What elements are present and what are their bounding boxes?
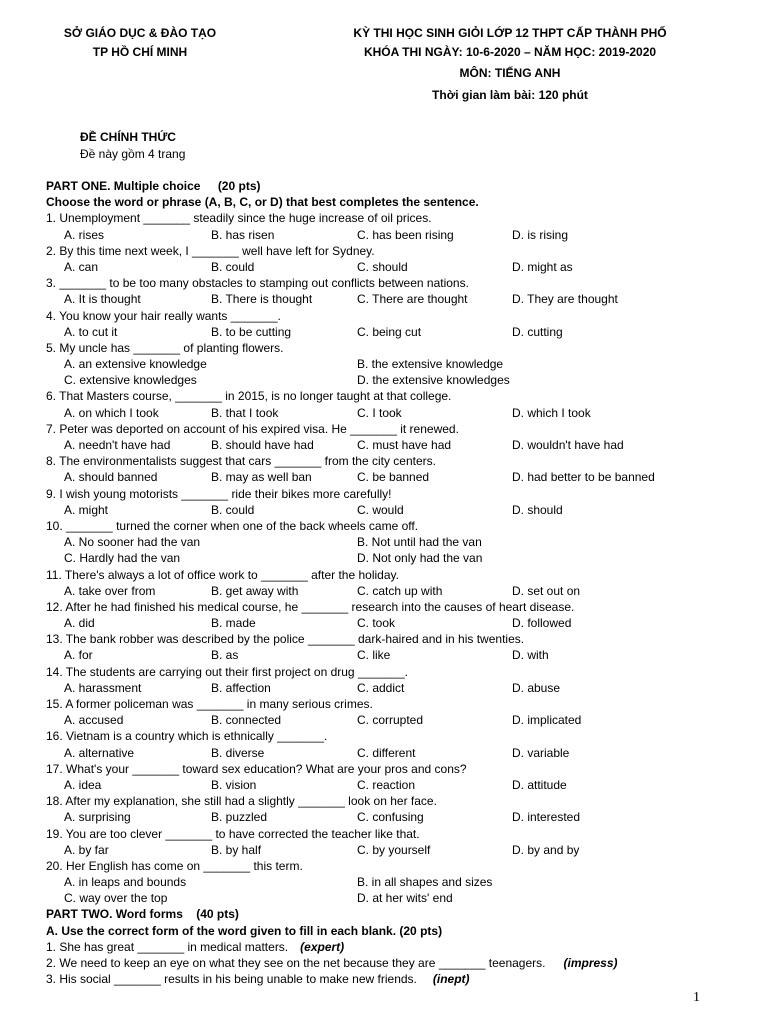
answer-option: A. on which I took bbox=[64, 405, 159, 420]
answer-option: A. for bbox=[64, 648, 93, 663]
answer-option: B. the extensive knowledge bbox=[357, 357, 504, 372]
answer-option: C. extensive knowledges bbox=[64, 373, 197, 388]
part-one-instruction: Choose the word or phrase (A, B, C, or D) that best completes the sentence. bbox=[46, 195, 479, 210]
answer-options bbox=[46, 550, 746, 566]
answer-options bbox=[46, 842, 746, 858]
answer-options bbox=[46, 745, 746, 761]
answer-option: C. catch up with bbox=[357, 583, 443, 598]
answer-option: D. should bbox=[512, 502, 563, 517]
question-text: 20. Her English has come on _______ this term. bbox=[46, 858, 303, 873]
answer-option: B. that I took bbox=[211, 405, 279, 420]
answer-option: D. set out on bbox=[512, 583, 581, 598]
answer-options bbox=[46, 583, 746, 599]
answer-option: C. has been rising bbox=[357, 227, 454, 242]
answer-options bbox=[46, 324, 746, 340]
answer-options bbox=[46, 291, 746, 307]
answer-options bbox=[46, 615, 746, 631]
answer-option: D. wouldn't have had bbox=[512, 438, 624, 452]
question-text: 9. I wish young motorists _______ ride their bikes more carefully! bbox=[46, 486, 392, 501]
question-text: 19. You are too clever _______ to have corrected the teacher like that. bbox=[46, 826, 420, 841]
exam-title: KỲ THI HỌC SINH GIỎI LỚP 12 THPT CẤP THÀNH PHỐ bbox=[353, 26, 667, 40]
answer-option: B. puzzled bbox=[211, 810, 268, 825]
page-number: 1 bbox=[693, 990, 700, 1005]
answer-option: B. could bbox=[211, 502, 255, 517]
part-one-title: PART ONE. Multiple choice bbox=[46, 179, 201, 193]
answer-option: A. It is thought bbox=[64, 292, 141, 307]
answer-option: B. get away with bbox=[211, 583, 299, 598]
question-text: 13. The bank robber was described by the police _______ dark-haired and in his twenties. bbox=[46, 632, 525, 647]
question-text: 2. By this time next week, I _______ well have left for Sydney. bbox=[46, 243, 375, 258]
answer-options bbox=[46, 405, 746, 421]
word-form-item bbox=[46, 939, 746, 955]
city-name: TP HỒ CHÍ MINH bbox=[92, 45, 188, 59]
answer-options bbox=[46, 809, 746, 825]
part-two-title: PART TWO. Word forms bbox=[46, 907, 183, 922]
answer-option: C. different bbox=[357, 745, 416, 760]
official-label: ĐỀ CHÍNH THỨC bbox=[80, 130, 176, 144]
word-form-root: (expert) bbox=[300, 939, 345, 954]
answer-option: D. with bbox=[512, 648, 549, 663]
answer-option: D. at her wits' end bbox=[357, 891, 453, 906]
answer-option: D. which I took bbox=[512, 405, 591, 420]
answer-options bbox=[46, 534, 746, 550]
question-text: 1. Unemployment _______ steadily since the huge increase of oil prices. bbox=[46, 211, 432, 226]
answer-options bbox=[46, 372, 746, 388]
answer-option: B. as bbox=[211, 648, 239, 663]
exam-subject: MÔN: TIẾNG ANH bbox=[459, 66, 561, 80]
answer-option: C. There are thought bbox=[357, 292, 468, 307]
word-form-root: (inept) bbox=[432, 972, 470, 987]
answer-option: D. attitude bbox=[512, 777, 567, 792]
question-text: 11. There's always a lot of office work to _______ after the holiday. bbox=[46, 567, 399, 582]
answer-option: C. being cut bbox=[357, 324, 422, 339]
answer-option: B. vision bbox=[211, 777, 257, 792]
part-two-heading bbox=[46, 906, 746, 922]
answer-option: D. They are thought bbox=[512, 292, 618, 307]
answer-option: A. in leaps and bounds bbox=[64, 875, 187, 890]
answer-option: C. by yourself bbox=[357, 842, 431, 857]
answer-option: D. is rising bbox=[512, 227, 569, 242]
part-one-points: (20 pts) bbox=[217, 179, 261, 193]
answer-options bbox=[46, 874, 746, 890]
question-text: 17. What's your _______ toward sex education? What are your pros and cons? bbox=[46, 761, 467, 776]
word-form-sentence: 1. She has great _______ in medical matters. bbox=[46, 939, 289, 954]
answer-option: C. must have had bbox=[357, 438, 452, 452]
answer-option: B. affection bbox=[211, 680, 271, 695]
question-text: 4. You know your hair really wants _______. bbox=[46, 308, 281, 323]
answer-option: B. has risen bbox=[211, 227, 275, 242]
answer-option: D. cutting bbox=[512, 324, 563, 339]
answer-option: A. might bbox=[64, 502, 109, 517]
word-form-root: (impress) bbox=[563, 956, 618, 970]
question-text: 15. A former policeman was _______ in many serious crimes. bbox=[46, 697, 373, 711]
question-text: 16. Vietnam is a country which is ethnically _______. bbox=[46, 729, 328, 744]
answer-option: A. can bbox=[64, 259, 99, 274]
answer-option: D. Not only had the van bbox=[357, 551, 483, 566]
answer-option: A. by far bbox=[64, 842, 109, 857]
answer-option: A. No sooner had the van bbox=[64, 535, 201, 550]
word-form-item bbox=[46, 955, 746, 971]
answer-option: A. take over from bbox=[64, 583, 156, 598]
answer-option: B. Not until had the van bbox=[357, 535, 482, 550]
part-two-points: (40 pts) bbox=[196, 907, 239, 922]
answer-option: A. did bbox=[64, 616, 95, 631]
answer-option: A. rises bbox=[64, 227, 105, 242]
answer-option: C. should bbox=[357, 259, 408, 274]
answer-option: D. implicated bbox=[512, 713, 582, 728]
question-text: 18. After my explanation, she still had a slightly _______ look on her face. bbox=[46, 794, 437, 809]
question-text: 8. The environmentalists suggest that cars _______ from the city centers. bbox=[46, 454, 436, 469]
answer-option: B. may as well ban bbox=[211, 470, 312, 485]
answer-options bbox=[46, 680, 746, 696]
word-form-item bbox=[46, 971, 746, 987]
answer-option: B. should have had bbox=[211, 438, 314, 452]
answer-option: A. needn't have had bbox=[64, 438, 171, 452]
answer-option: D. by and by bbox=[512, 842, 580, 857]
answer-option: D. abuse bbox=[512, 680, 561, 695]
answer-option: A. alternative bbox=[64, 745, 135, 760]
answer-option: C. be banned bbox=[357, 470, 430, 485]
answer-option: D. might as bbox=[512, 259, 573, 274]
word-form-sentence: 2. We need to keep an eye on what they see on the net because they are _______ teenagers. bbox=[46, 956, 546, 970]
answer-option: C. way over the top bbox=[64, 891, 168, 906]
answer-option: C. would bbox=[357, 502, 404, 517]
answer-option: C. reaction bbox=[357, 777, 416, 792]
question-text: 5. My uncle has _______ of planting flowers. bbox=[46, 340, 284, 355]
answer-option: D. the extensive knowledges bbox=[357, 373, 510, 388]
answer-option: B. connected bbox=[211, 713, 282, 728]
answer-option: B. There is thought bbox=[211, 292, 313, 307]
question-text: 7. Peter was deported on account of his expired visa. He _______ it renewed. bbox=[46, 421, 459, 436]
answer-options bbox=[46, 437, 746, 453]
answer-options bbox=[46, 227, 746, 243]
word-form-list bbox=[46, 939, 746, 988]
answer-option: C. like bbox=[357, 648, 391, 663]
answer-option: C. addict bbox=[357, 680, 405, 695]
part-one-heading bbox=[46, 178, 746, 194]
answer-option: D. interested bbox=[512, 810, 581, 825]
answer-option: C. took bbox=[357, 616, 396, 631]
answer-option: A. idea bbox=[64, 777, 102, 792]
word-form-sentence: 3. His social _______ results in his being unable to make new friends. bbox=[46, 972, 417, 987]
question-list bbox=[46, 210, 746, 906]
answer-option: C. Hardly had the van bbox=[64, 551, 181, 566]
answer-option: D. variable bbox=[512, 745, 570, 760]
answer-options bbox=[46, 777, 746, 793]
answer-option: D. had better to be banned bbox=[512, 470, 655, 485]
answer-options bbox=[46, 356, 746, 372]
answer-option: C. corrupted bbox=[357, 713, 424, 728]
answer-options bbox=[46, 647, 746, 663]
answer-option: A. surprising bbox=[64, 810, 131, 825]
answer-options bbox=[46, 890, 746, 906]
question-text: 10. _______ turned the corner when one of the back wheels came off. bbox=[46, 518, 419, 533]
answer-option: A. an extensive knowledge bbox=[64, 357, 207, 372]
answer-option: A. to cut it bbox=[64, 324, 118, 339]
question-text: 14. The students are carrying out their first project on drug _______. bbox=[46, 664, 408, 679]
exam-date: KHÓA THI NGÀY: 10-6-2020 – NĂM HỌC: 2019-2020 bbox=[363, 45, 657, 59]
exam-duration: Thời gian làm bài: 120 phút bbox=[432, 88, 588, 102]
answer-option: A. should banned bbox=[64, 470, 158, 485]
answer-option: C. I took bbox=[357, 405, 402, 420]
answer-option: D. followed bbox=[512, 616, 572, 631]
department-name: SỞ GIÁO DỤC & ĐÀO TẠO bbox=[63, 26, 217, 40]
question-text: 12. After he had finished his medical course, he _______ research into the causes of heart disease. bbox=[46, 599, 575, 614]
answer-option: B. diverse bbox=[211, 745, 265, 760]
answer-option: A. accused bbox=[64, 713, 124, 728]
answer-option: B. could bbox=[211, 259, 255, 274]
answer-options bbox=[46, 469, 746, 485]
question-text: 6. That Masters course, _______ in 2015, is no longer taught at that college. bbox=[46, 389, 452, 404]
answer-option: B. made bbox=[211, 616, 256, 631]
answer-options bbox=[46, 712, 746, 728]
answer-option: B. to be cutting bbox=[211, 324, 292, 339]
answer-options bbox=[46, 502, 746, 518]
page-count-note: Đề này gồm 4 trang bbox=[80, 147, 186, 161]
answer-option: A. harassment bbox=[64, 680, 142, 695]
answer-options bbox=[46, 259, 746, 275]
answer-option: C. confusing bbox=[357, 810, 424, 825]
exam-body bbox=[46, 178, 746, 987]
question-text: 3. _______ to be too many obstacles to stamping out conflicts between nations. bbox=[46, 276, 469, 291]
answer-option: B. in all shapes and sizes bbox=[357, 875, 493, 890]
part-two-instruction: A. Use the correct form of the word given to fill in each blank. (20 pts) bbox=[46, 923, 443, 938]
answer-option: B. by half bbox=[211, 842, 262, 857]
